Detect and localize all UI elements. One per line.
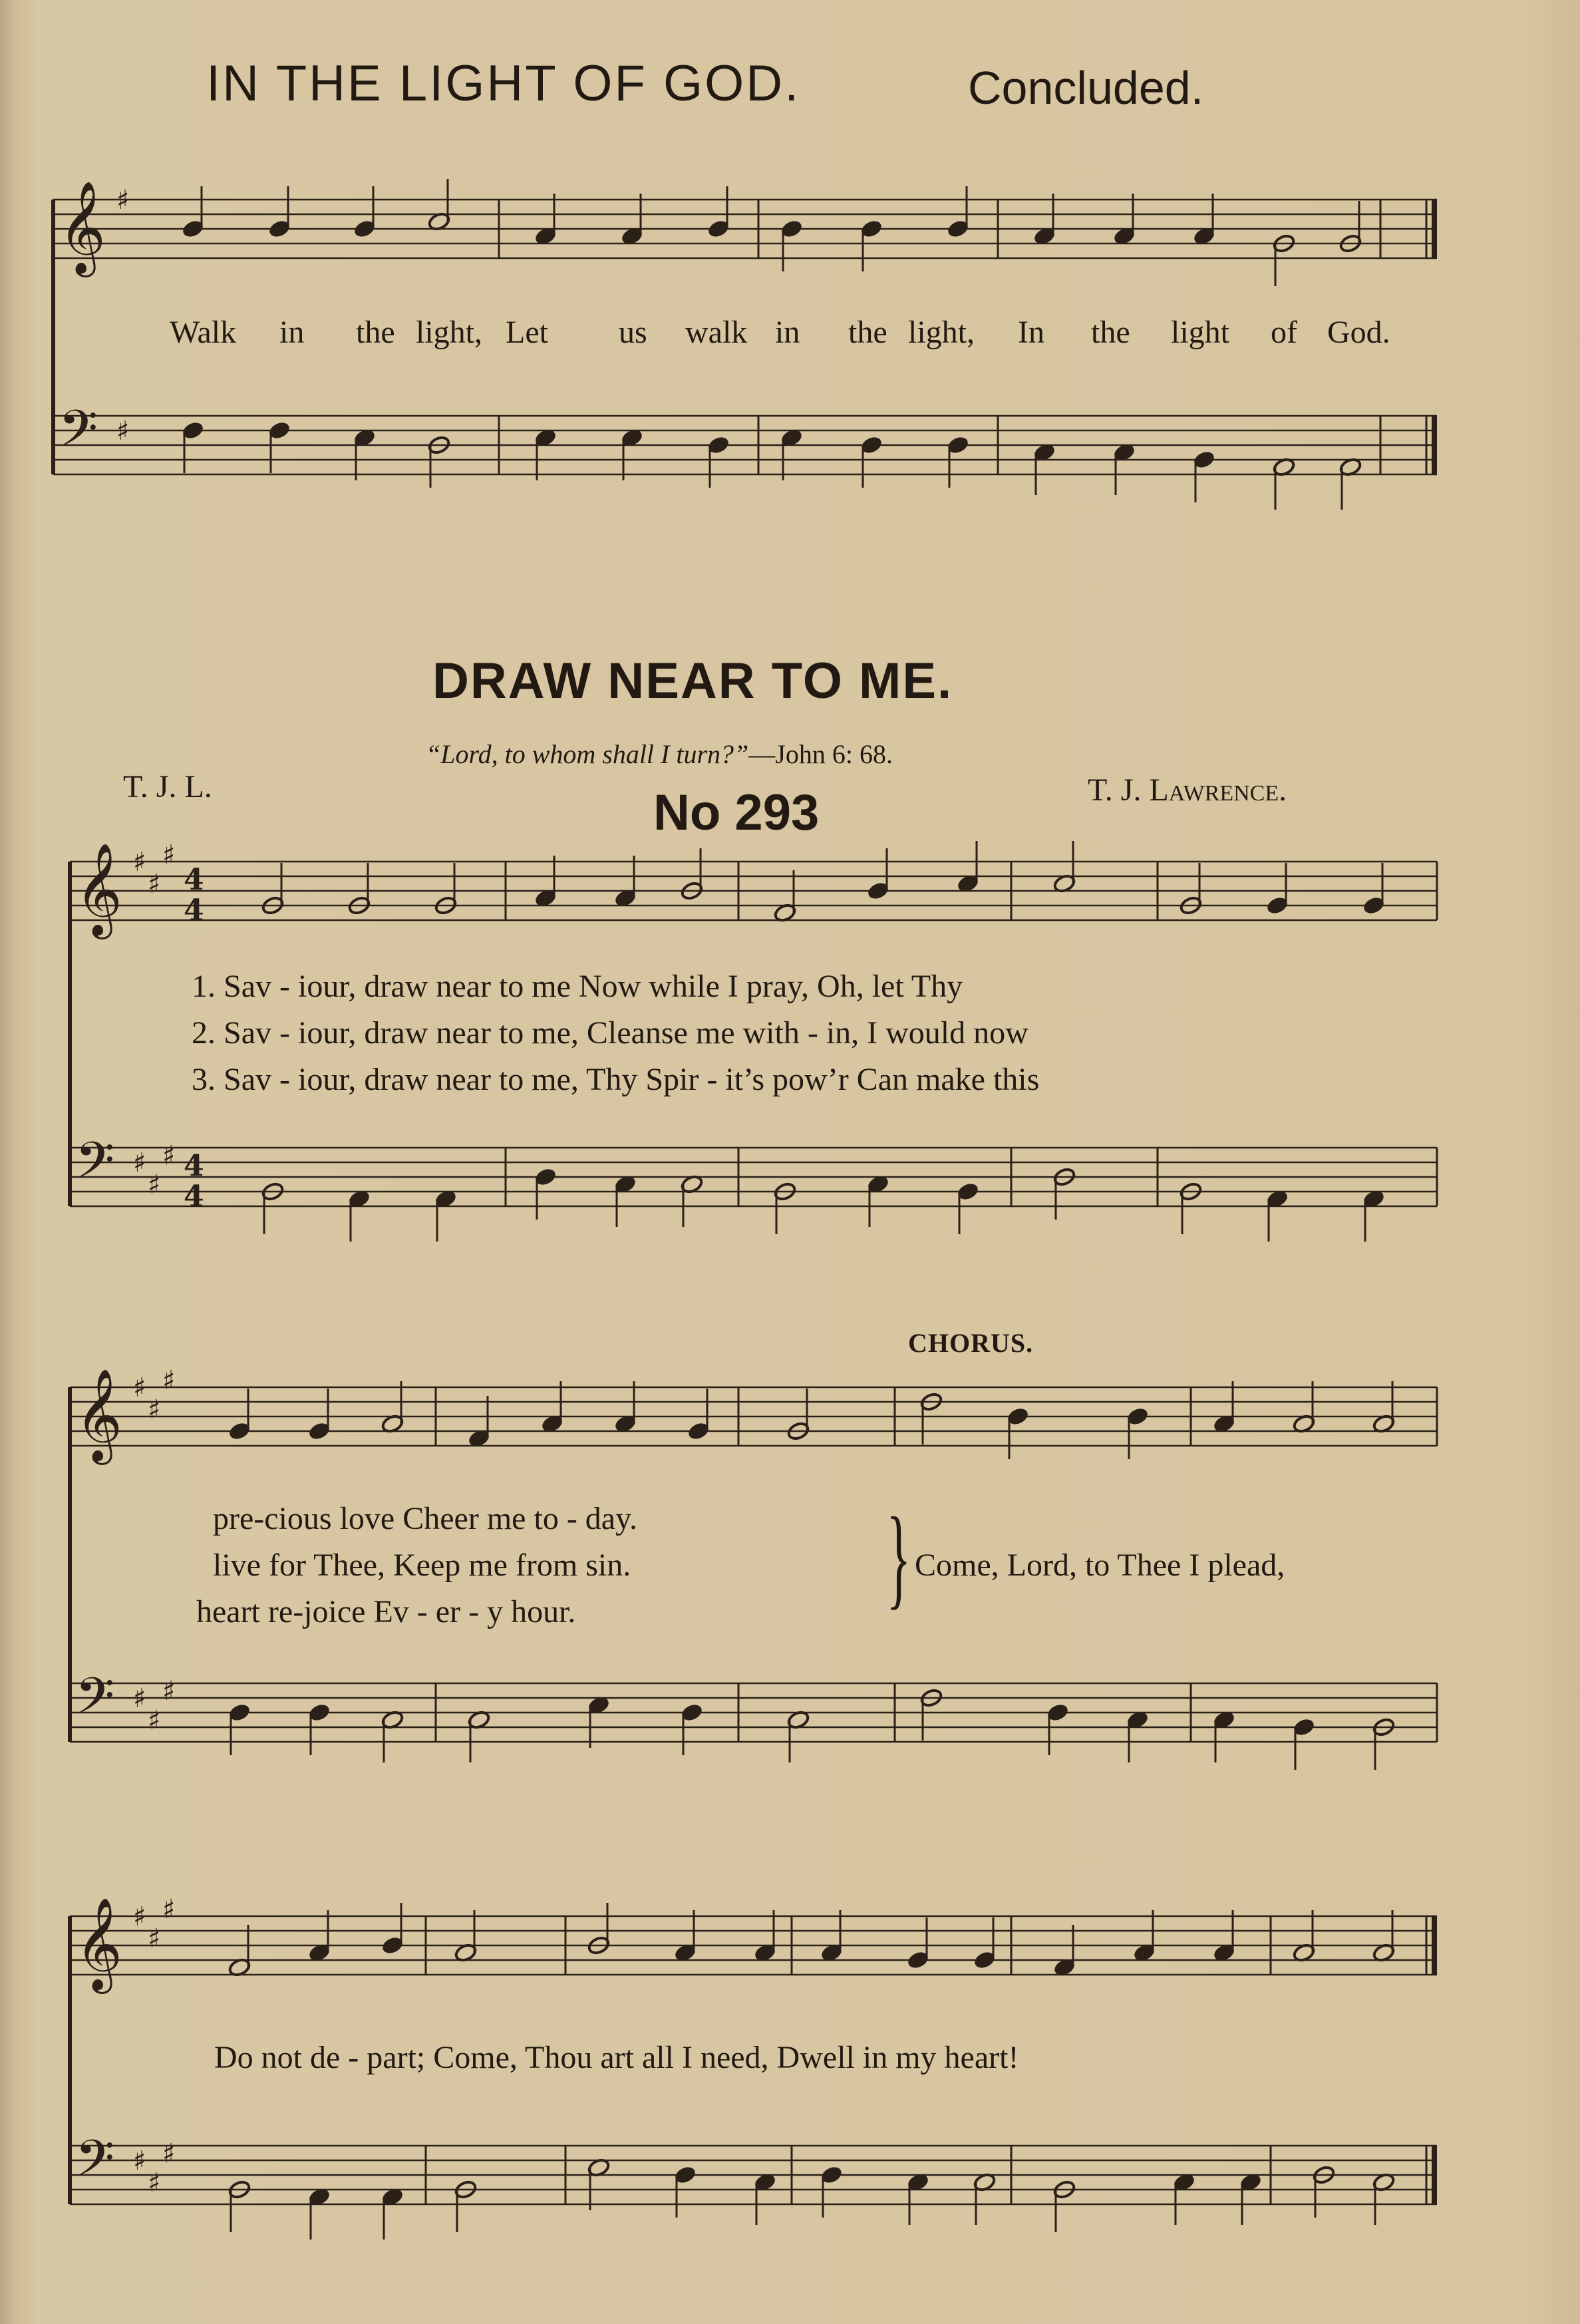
sharp-icon: ♯ [162,1365,176,1396]
epigraph-ref: —John 6: 68. [748,739,893,769]
hymn1-lyric-word: of [1271,315,1297,350]
sharp-icon: ♯ [133,1373,146,1403]
hymn2-title: DRAW NEAR TO ME. [432,653,953,709]
time-signature-bottom: 4 [184,1180,204,1214]
sharp-icon: ♯ [133,2146,146,2176]
sharp-icon: ♯ [162,1676,176,1707]
treble-clef-icon: 𝄞 [75,1898,122,1990]
verse3-line2: heart re-joice Ev - er - y hour. [196,1594,576,1629]
sharp-icon: ♯ [133,1148,146,1178]
author-initials: T. J. L. [123,769,212,804]
bass-clef-icon: 𝄢 [75,1131,115,1202]
sharp-icon: ♯ [162,840,176,870]
verse1-line2: pre-cious love Cheer me to - day. [213,1501,637,1536]
hymn1-lyric-word: In [1018,315,1044,350]
bass-clef-icon: 𝄢 [59,399,98,470]
sharp-icon: ♯ [148,1705,161,1736]
sharp-icon: ♯ [148,869,161,900]
chorus-line2: Do not de - part; Come, Thou art all I need, Dwell in my heart! [214,2040,1019,2075]
sharp-icon: ♯ [116,416,130,446]
hymn2-epigraph [426,739,893,770]
sharp-icon: ♯ [133,1683,146,1714]
verse2-line1: 2. Sav - iour, draw near to me, Cleanse me with - in, I would now [192,1015,1028,1051]
sharp-icon: ♯ [148,1395,161,1425]
verse2-line2: live for Thee, Keep me from sin. [213,1548,631,1583]
time-signature-top: 4 [184,863,204,897]
chorus-line1: Come, Lord, to Thee I plead, [915,1548,1285,1583]
hymn1-lyric-word: walk [685,315,748,350]
sharp-icon: ♯ [162,2138,176,2169]
sharp-icon: ♯ [148,2168,161,2198]
treble-clef-icon: 𝄞 [59,181,106,273]
sharp-icon: ♯ [133,847,146,878]
verse-brace: } [886,1494,911,1619]
treble-clef-icon: 𝄞 [75,1369,122,1461]
time-signature-top: 4 [184,1149,204,1183]
hymn1-lyric-word: in [775,315,800,350]
epigraph-quote: “Lord, to whom shall I turn?” [426,739,749,769]
composer-credit: T. J. Lawrence. [1088,772,1287,808]
hymn1-lyric-word: in [279,315,305,350]
chorus-label: CHORUS. [908,1328,1034,1358]
hymn1-lyric-word: Let [506,315,548,350]
time-signature-bottom: 4 [184,894,204,927]
hymn-number: No 293 [653,784,820,841]
hymn1-lyric-word: the [1091,315,1130,350]
hymn1-lyric-word: light, [416,315,483,350]
bass-clef-icon: 𝄢 [75,1667,115,1738]
treble-clef-icon: 𝄞 [75,843,122,935]
hymn1-lyric-word: the [356,315,395,350]
hymn1-lyric-word: the [848,315,887,350]
hymn1-lyric-word: light [1171,315,1230,350]
hymn1-lyric-word: God. [1327,315,1390,350]
sharp-icon: ♯ [133,1902,146,1932]
hymn1-lyric-word: Walk [170,315,237,350]
sharp-icon: ♯ [148,1170,161,1200]
sharp-icon: ♯ [116,185,130,216]
sharp-icon: ♯ [162,1894,176,1925]
hymn1-lyric-word: us [619,315,647,350]
verse1-line1: 1. Sav - iour, draw near to me Now while I pray, Oh, let Thy [192,969,963,1004]
bass-clef-icon: 𝄢 [75,2129,115,2200]
hymn1-lyric-word: light, [908,315,975,350]
verse3-line1: 3. Sav - iour, draw near to me, Thy Spir - it’s pow’r Can make this [192,1062,1040,1097]
sharp-icon: ♯ [148,1923,161,1954]
hymn1-title: IN THE LIGHT OF GOD. [206,55,801,112]
hymn1-title-suffix: Concluded. [968,62,1204,114]
sharp-icon: ♯ [162,1140,176,1171]
